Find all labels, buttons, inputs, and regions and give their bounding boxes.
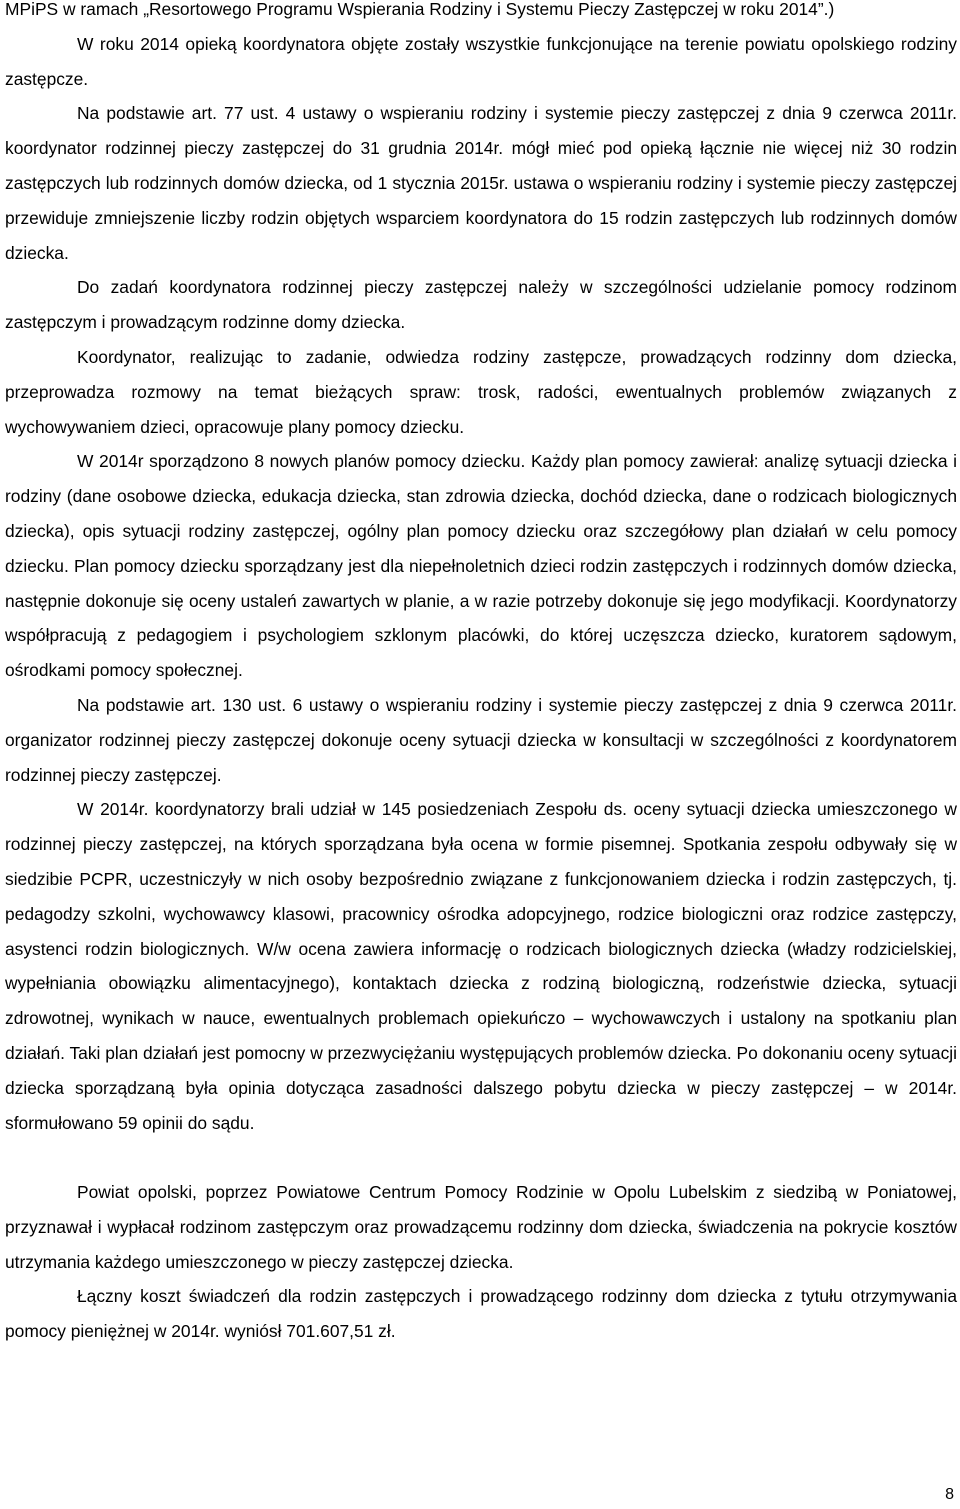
paragraph-program-note: MPiPS w ramach „Resortowego Programu Wspierania Rodziny i Systemu Pieczy Zastępczej w roku 2014”.) — [5, 0, 835, 19]
paragraph-benefits-payment: Powiat opolski, poprzez Powiatowe Centrum Pomocy Rodzinie w Opolu Lubelskim z siedzibą w Poniatowej, przyznawał i wypłacał rodzinom zastępczym oraz prowadzącemu rodzinny dom dziecka, świadczenia na pokrycie kosztów utrzymania każdego umieszczonego w pieczy zastępczej dziecka. — [5, 1182, 957, 1272]
paragraph-assessment-meetings: W 2014r. koordynatorzy brali udział w 145 posiedzeniach Zespołu ds. oceny sytuacji dziecka umieszczonego w rodzinnej pieczy zastępczej, na których sporządzana była ocena w formie pisemnej. Spotkania zespołu odbywały się w siedzibie PCPR, uczestniczyły w nich osoby bezpośrednio związane z funkcjonowaniem dziecka i rodzin zastępczych, tj. pedagodzy szkolni, wychowawcy klasowi, pracownicy ośrodka adopcyjnego, rodzice biologiczni oraz rodzice zastępczy, asystenci rodzin biologicznych. W/w ocena zawiera informację o rodzicach biologicznych dziecka (władzy rodzicielskiej, wypełniania obowiązku alimentacyjnego), kontaktach dziecka z rodziną biologiczną, rodzeństwie dziecka, sytuacji zdrowotnej, wynikach w nauce, ewentualnych problemach opiekuńczo – wychowawczych i ustalony na spotkaniu plan działań. Taki plan działań jest pomocny w przezwyciężaniu występujących problemów dziecka. Po dokonaniu oceny sytuacji dziecka sporządzaną była opinia dotycząca zasadności dalszego pobytu dziecka w pieczy zastępczej – w 2014r. sformułowano 59 opinii do sądu. — [5, 799, 957, 1133]
paragraph-spacer — [5, 1140, 957, 1175]
body-text — [5, 0, 957, 1349]
paragraph-total-cost: Łączny koszt świadczeń dla rodzin zastępczych i prowadzącego rodzinny dom dziecka z tytułu otrzymywania pomocy pieniężnej w 2014r. wyniósł 701.607,51 zł. — [5, 1286, 957, 1342]
paragraph-legal-basis-art77: Na podstawie art. 77 ust. 4 ustawy o wspieraniu rodziny i systemie pieczy zastępczej z dnia 9 czerwca 2011r. koordynator rodzinnej pieczy zastępczej do 31 grudnia 2014r. mógł mieć pod opieką łącznie nie więcej niż 30 rodzin zastępczych lub rodzinnych domów dziecka, od 1 stycznia 2015r. ustawa o wspieraniu rodziny i systemie pieczy zastępczej przewiduje zmniejszenie liczby rodzin objętych wsparciem koordynatora do 15 rodzin zastępczych lub rodzinnych domów dziecka. — [5, 103, 957, 263]
paragraph-coordinator-visits: Koordynator, realizując to zadanie, odwiedza rodziny zastępcze, prowadzących rodzinny dom dziecka, przeprowadza rozmowy na temat bieżących spraw: trosk, radości, ewentualnych problemów związanych z wychowywaniem dzieci, opracowuje plany pomocy dziecku. — [5, 346, 957, 437]
paragraph-coordinator-tasks: Do zadań koordynatora rodzinnej pieczy zastępczej należy w szczególności udzielanie pomocy rodzinom zastępczym i prowadzącym rodzinne domy dziecka. — [5, 277, 957, 333]
paragraph-coordinator-scope: W roku 2014 opieką koordynatora objęte zostały wszystkie funkcjonujące na terenie powiatu opolskiego rodziny zastępcze. — [5, 33, 957, 89]
paragraph-help-plans: W 2014r sporządzono 8 nowych planów pomocy dziecku. Każdy plan pomocy zawierał: analizę sytuacji dziecka i rodziny (dane osobowe dziecka, edukacja dziecka, stan zdrowia dziecka, dochód dziecka, dane o rodzicach biologicznych dziecka), opis sytuacji rodziny zastępczej, ogólny plan pomocy dziecku oraz szczegółowy plan działań w celu pomocy dziecku. Plan pomocy dziecku sporządzany jest dla niepełnoletnich dzieci rodzin zastępczych i rodzinnych domów dziecka, następnie dokonuje się oceny ustaleń zawartych w planie, a w razie potrzeby dokonuje się jego modyfikacji. Koordynatorzy współpracują z pedagogiem i psychologiem szklonym placówki, do której uczęszcza dziecko, kuratorem sądowym, ośrodkami pomocy społecznej. — [5, 451, 957, 681]
paragraph-legal-basis-art130: Na podstawie art. 130 ust. 6 ustawy o wspieraniu rodziny i systemie pieczy zastępczej z dnia 9 czerwca 2011r. organizator rodzinnej pieczy zastępczej dokonuje oceny sytuacji dziecka w konsultacji w szczególności z koordynatorem rodzinnej pieczy zastępczej. — [5, 694, 957, 785]
page-number: 8 — [945, 1486, 954, 1503]
